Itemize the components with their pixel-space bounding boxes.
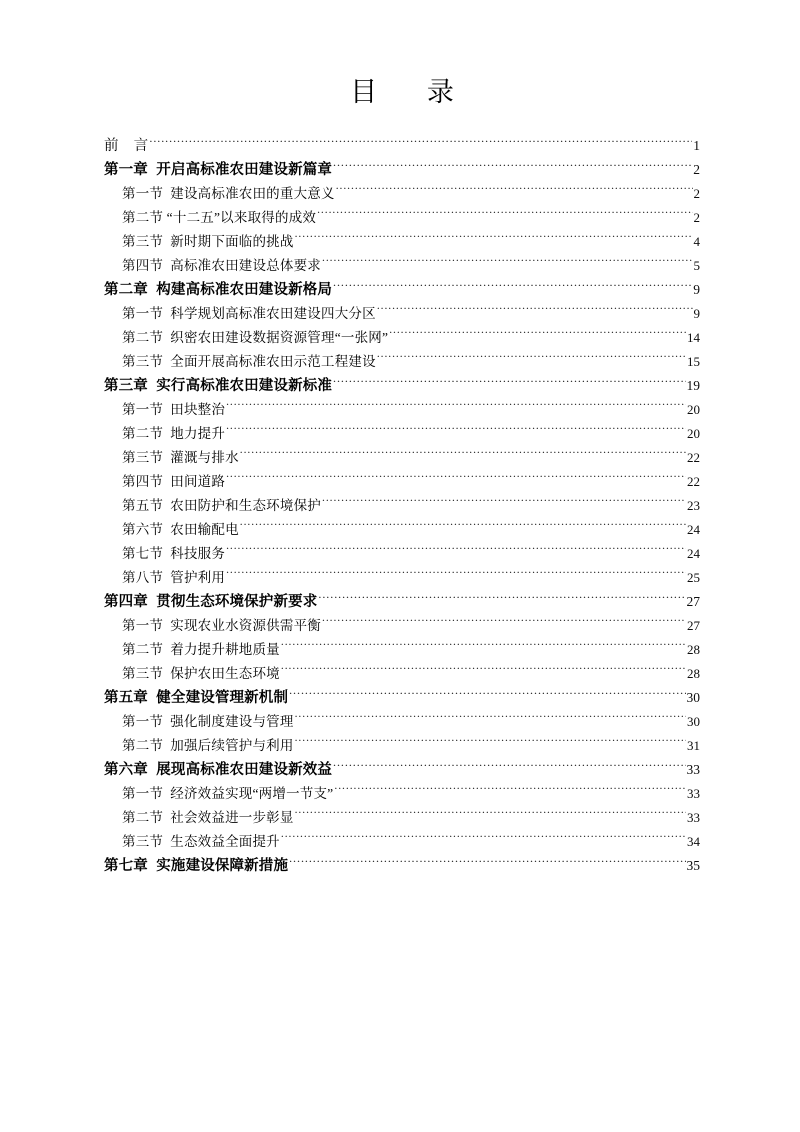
dot-leader bbox=[295, 806, 686, 822]
toc-entry-chapter[interactable] bbox=[104, 158, 700, 182]
dot-leader bbox=[377, 302, 693, 318]
toc-entry-chapter[interactable] bbox=[104, 278, 700, 302]
toc-entry-label: 第二节 着力提升耕地质量 bbox=[122, 641, 280, 657]
toc-entry-front[interactable] bbox=[104, 134, 700, 158]
dot-leader bbox=[289, 854, 685, 870]
toc-entry-label: 第三节 新时期下面临的挑战 bbox=[122, 233, 294, 249]
toc-content bbox=[104, 78, 700, 878]
toc-entry-label: 第五章 健全建设管理新机制 bbox=[104, 689, 289, 706]
toc-entry-page-number: 30 bbox=[687, 713, 700, 729]
toc-entry-section[interactable] bbox=[122, 206, 700, 230]
dot-leader bbox=[240, 446, 686, 462]
toc-entry-label: 第二节 “十二五”以来取得的成效 bbox=[122, 209, 317, 225]
toc-entry-page-number: 33 bbox=[687, 809, 700, 825]
toc-entry-section[interactable] bbox=[122, 398, 700, 422]
toc-entry-page-number: 5 bbox=[693, 257, 700, 273]
dot-leader bbox=[240, 518, 686, 534]
dot-leader bbox=[318, 590, 685, 606]
toc-entry-chapter[interactable] bbox=[104, 686, 700, 710]
toc-entry-label: 第七节 科技服务 bbox=[122, 545, 226, 561]
dot-leader bbox=[226, 470, 686, 486]
toc-entry-section[interactable] bbox=[122, 566, 700, 590]
toc-entry-page-number: 31 bbox=[687, 737, 700, 753]
toc-entry-section[interactable] bbox=[122, 806, 700, 830]
toc-entry-section[interactable] bbox=[122, 518, 700, 542]
toc-entry-label: 第三章 实行高标准农田建设新标准 bbox=[104, 377, 333, 394]
toc-entry-section[interactable] bbox=[122, 614, 700, 638]
toc-entry-label: 第八节 管护利用 bbox=[122, 569, 226, 585]
toc-entry-label: 第一节 科学规划高标准农田建设四大分区 bbox=[122, 305, 376, 321]
dot-leader bbox=[389, 326, 686, 342]
toc-entry-section[interactable] bbox=[122, 734, 700, 758]
toc-entry-section[interactable] bbox=[122, 782, 700, 806]
dot-leader bbox=[333, 374, 685, 390]
toc-entry-label: 第四节 田间道路 bbox=[122, 473, 226, 489]
toc-entry-label: 第三节 全面开展高标准农田示范工程建设 bbox=[122, 353, 376, 369]
toc-entry-label: 第一节 实现农业水资源供需平衡 bbox=[122, 617, 321, 633]
dot-leader bbox=[281, 638, 686, 654]
toc-entry-section[interactable] bbox=[122, 638, 700, 662]
toc-entry-page-number: 35 bbox=[686, 857, 700, 873]
toc-entry-page-number: 20 bbox=[687, 401, 700, 417]
toc-entry-section[interactable] bbox=[122, 302, 700, 326]
toc-entry-label: 第三节 保护农田生态环境 bbox=[122, 665, 280, 681]
toc-entry-page-number: 28 bbox=[687, 665, 700, 681]
toc-entry-page-number: 2 bbox=[693, 209, 700, 225]
dot-leader bbox=[281, 662, 686, 678]
toc-entry-label: 第一节 建设高标准农田的重大意义 bbox=[122, 185, 335, 201]
toc-entry-label: 第一章 开启高标准农田建设新篇章 bbox=[104, 161, 333, 178]
toc-entry-label: 第二章 构建高标准农田建设新格局 bbox=[104, 281, 333, 298]
toc-entry-section[interactable] bbox=[122, 542, 700, 566]
dot-leader bbox=[226, 542, 686, 558]
dot-leader bbox=[333, 758, 685, 774]
toc-entry-page-number: 23 bbox=[687, 497, 700, 513]
dot-leader bbox=[289, 686, 685, 702]
dot-leader bbox=[295, 734, 686, 750]
toc-entry-section[interactable] bbox=[122, 662, 700, 686]
toc-entry-page-number: 2 bbox=[693, 161, 700, 177]
toc-entry-page-number: 9 bbox=[693, 281, 700, 297]
toc-entry-label: 第二节 地力提升 bbox=[122, 425, 226, 441]
dot-leader bbox=[149, 134, 692, 150]
toc-entry-page-number: 24 bbox=[687, 545, 700, 561]
toc-entry-page-number: 22 bbox=[687, 449, 700, 465]
toc-entry-label: 第二节 加强后续管护与利用 bbox=[122, 737, 294, 753]
dot-leader bbox=[295, 710, 686, 726]
toc-entry-page-number: 19 bbox=[686, 377, 700, 393]
toc-entry-page-number: 27 bbox=[686, 593, 700, 609]
toc-entry-chapter[interactable] bbox=[104, 758, 700, 782]
toc-entry-section[interactable] bbox=[122, 350, 700, 374]
toc-entry-label: 第一节 强化制度建设与管理 bbox=[122, 713, 294, 729]
dot-leader bbox=[317, 206, 692, 222]
dot-leader bbox=[281, 830, 686, 846]
dot-leader bbox=[226, 398, 686, 414]
dot-leader bbox=[295, 230, 693, 246]
dot-leader bbox=[333, 158, 692, 174]
toc-entry-label: 第四章 贯彻生态环境保护新要求 bbox=[104, 593, 318, 610]
dot-leader bbox=[322, 254, 693, 270]
toc-entry-chapter[interactable] bbox=[104, 590, 700, 614]
toc-entry-section[interactable] bbox=[122, 830, 700, 854]
toc-entry-label: 第一节 经济效益实现“两增一节支” bbox=[122, 785, 334, 801]
dot-leader bbox=[333, 278, 692, 294]
toc-entry-page-number: 24 bbox=[687, 521, 700, 537]
toc-entry-label: 第一节 田块整治 bbox=[122, 401, 226, 417]
toc-entry-page-number: 2 bbox=[693, 185, 700, 201]
toc-entry-page-number: 4 bbox=[693, 233, 700, 249]
toc-entry-label: 第三节 灌溉与排水 bbox=[122, 449, 239, 465]
toc-entry-page-number: 28 bbox=[687, 641, 700, 657]
toc-entry-page-number: 27 bbox=[687, 617, 700, 633]
toc-entry-page-number: 33 bbox=[686, 761, 700, 777]
toc-entry-section[interactable] bbox=[122, 446, 700, 470]
toc-list bbox=[104, 134, 700, 878]
toc-entry-label: 第二节 织密农田建设数据资源管理“一张网” bbox=[122, 329, 389, 345]
toc-entry-section[interactable] bbox=[122, 494, 700, 518]
page-title: 目 录 bbox=[350, 77, 466, 107]
dot-leader bbox=[336, 182, 693, 198]
toc-entry-page-number: 22 bbox=[687, 473, 700, 489]
toc-entry-label: 第四节 高标准农田建设总体要求 bbox=[122, 257, 321, 273]
dot-leader bbox=[226, 566, 686, 582]
toc-entry-label: 第六节 农田输配电 bbox=[122, 521, 239, 537]
dot-leader bbox=[377, 350, 686, 366]
toc-entry-label: 第六章 展现高标准农田建设新效益 bbox=[104, 761, 333, 778]
toc-entry-page-number: 15 bbox=[687, 353, 700, 369]
toc-entry-section[interactable] bbox=[122, 470, 700, 494]
toc-entry-label: 第七章 实施建设保障新措施 bbox=[104, 857, 289, 874]
toc-entry-chapter[interactable] bbox=[104, 374, 700, 398]
toc-entry-label: 前 言 bbox=[104, 137, 149, 154]
toc-entry-page-number: 34 bbox=[687, 833, 700, 849]
dot-leader bbox=[334, 782, 686, 798]
dot-leader bbox=[322, 614, 686, 630]
toc-entry-section[interactable] bbox=[122, 422, 700, 446]
toc-entry-section[interactable] bbox=[122, 182, 700, 206]
toc-entry-page-number: 20 bbox=[687, 425, 700, 441]
toc-entry-section[interactable] bbox=[122, 326, 700, 350]
toc-entry-label: 第五节 农田防护和生态环境保护 bbox=[122, 497, 321, 513]
toc-entry-chapter[interactable] bbox=[104, 854, 700, 878]
toc-entry-page-number: 30 bbox=[686, 689, 700, 705]
dot-leader bbox=[322, 494, 686, 510]
toc-entry-page-number: 33 bbox=[687, 785, 700, 801]
toc-entry-page-number: 1 bbox=[693, 137, 700, 153]
toc-entry-section[interactable] bbox=[122, 710, 700, 734]
toc-entry-section[interactable] bbox=[122, 254, 700, 278]
toc-entry-label: 第三节 生态效益全面提升 bbox=[122, 833, 280, 849]
toc-entry-page-number: 25 bbox=[687, 569, 700, 585]
toc-entry-page-number: 9 bbox=[693, 305, 700, 321]
toc-entry-label: 第二节 社会效益进一步彰显 bbox=[122, 809, 294, 825]
toc-entry-section[interactable] bbox=[122, 230, 700, 254]
toc-entry-page-number: 14 bbox=[687, 329, 700, 345]
dot-leader bbox=[226, 422, 686, 438]
